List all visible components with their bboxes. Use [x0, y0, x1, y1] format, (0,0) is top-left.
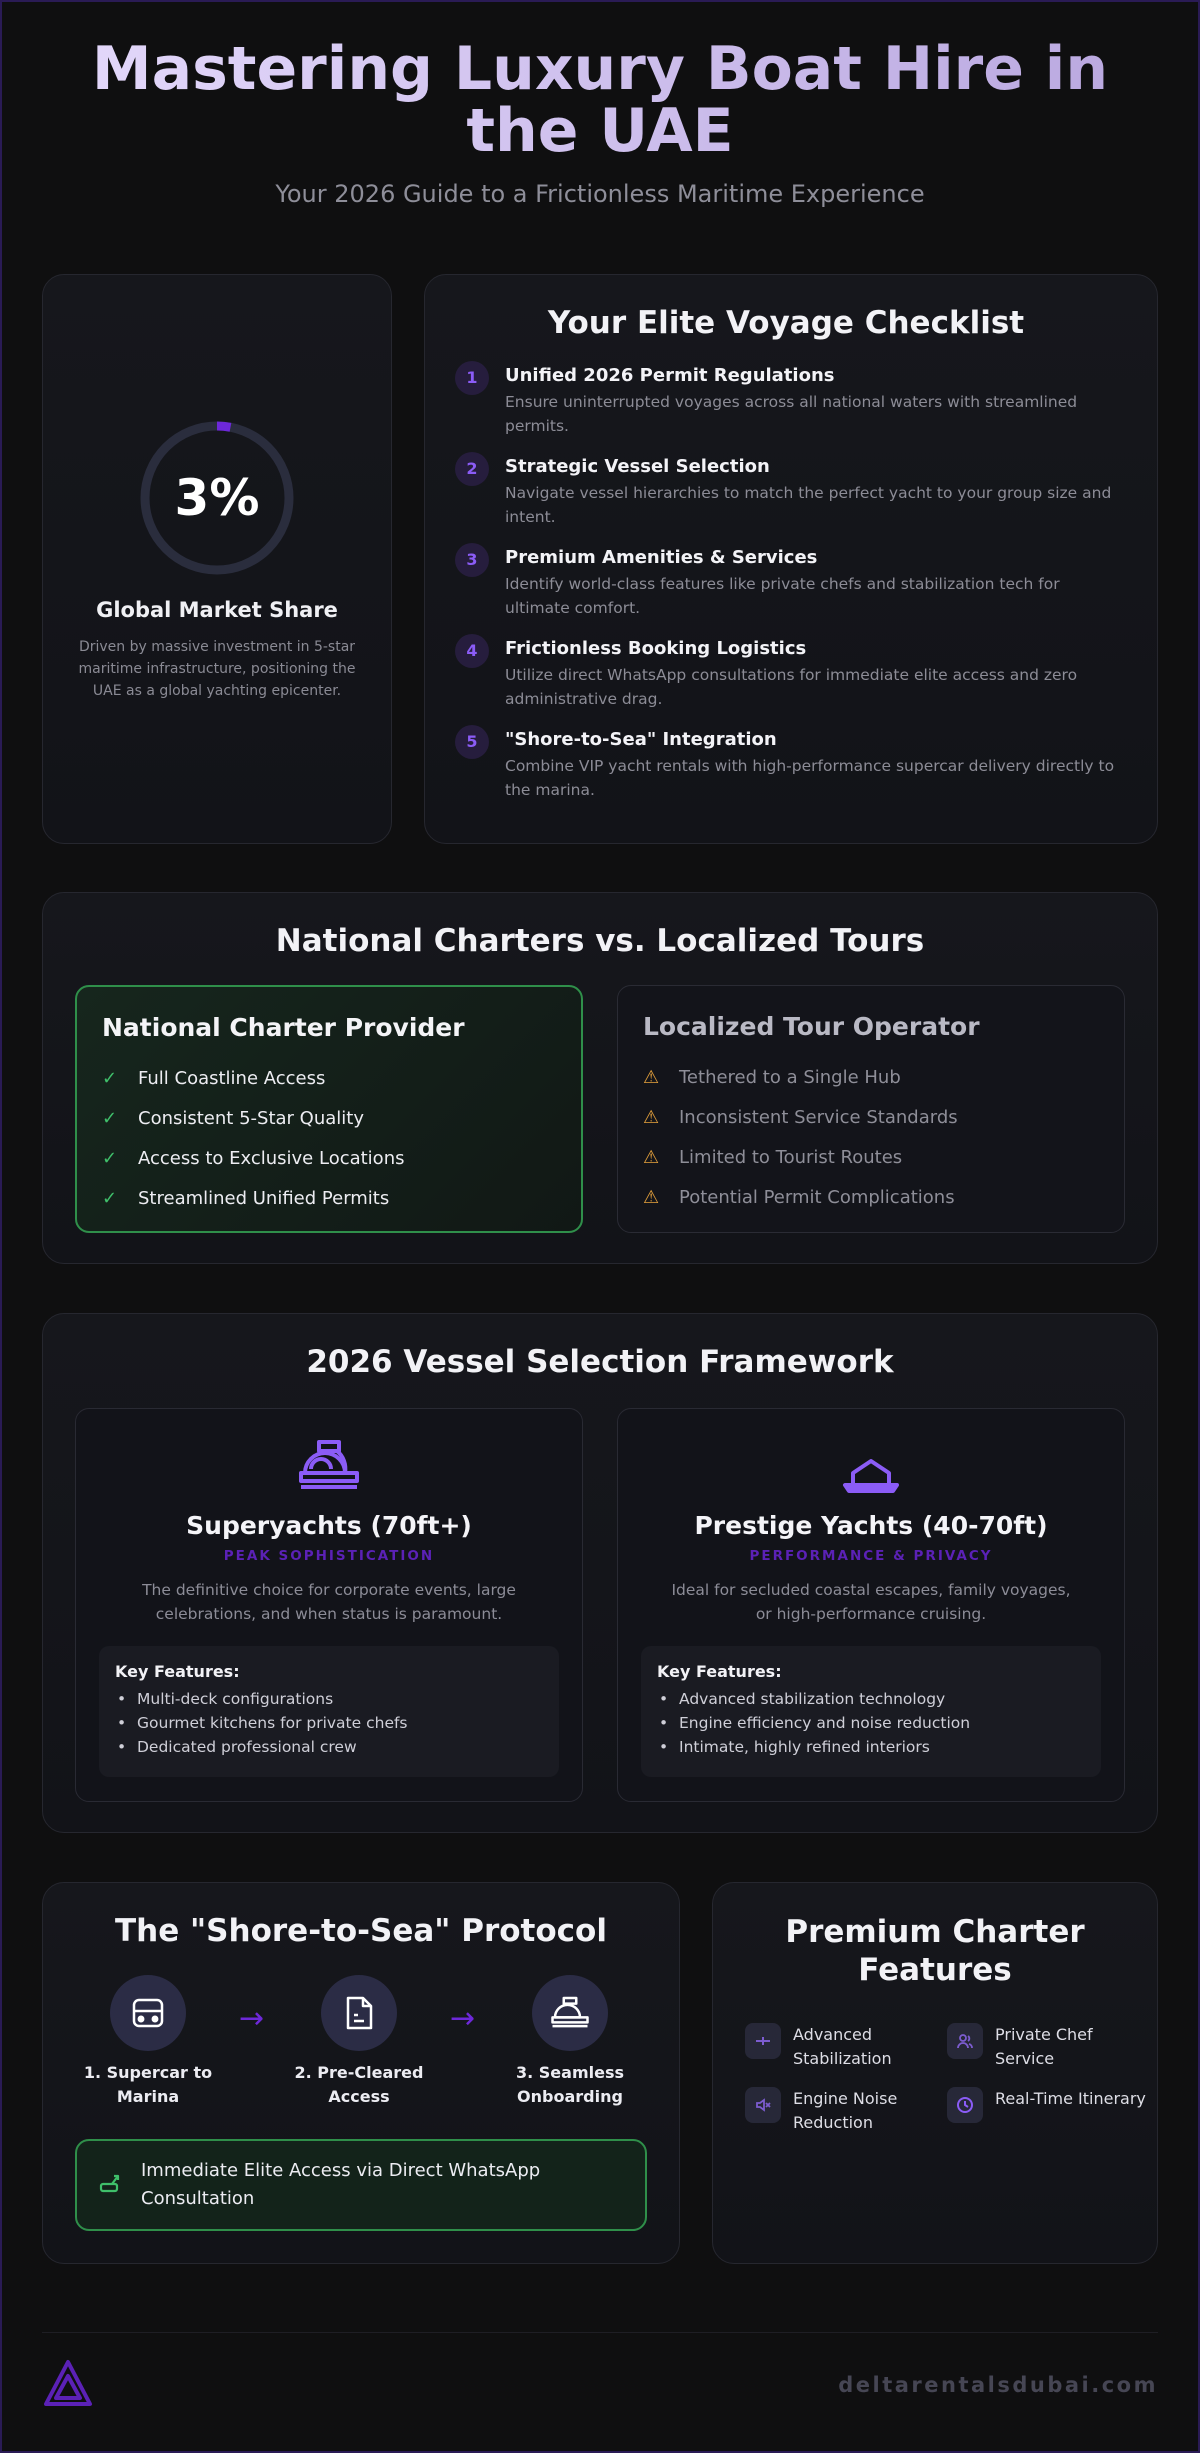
- checklist-item-desc: Identify world-class features like private chefs and stabilization tech for ultimate comfort.: [505, 575, 1060, 617]
- checklist-item-desc: Utilize direct WhatsApp consultations for immediate elite access and zero administrative drag.: [505, 666, 1078, 708]
- checklist-number: 3: [455, 543, 489, 577]
- market-share-ring: [139, 420, 295, 576]
- premium-feature: [947, 2087, 1147, 2123]
- national-row: [102, 1098, 556, 1138]
- stabilization-icon: [745, 2023, 781, 2059]
- footer-divider: [42, 2332, 1158, 2333]
- check-icon: ✓: [102, 1107, 118, 1129]
- checklist-title: Your Elite Voyage Checklist: [547, 305, 1025, 341]
- checklist-item-title: Frictionless Booking Logistics: [505, 638, 807, 659]
- vessel-feature: • Multi-deck configurations: [115, 1687, 543, 1711]
- local-row: [643, 1057, 1099, 1097]
- vessel-features-title: Key Features:: [657, 1662, 782, 1681]
- premium-feature: [947, 2023, 1147, 2071]
- vessel-desc: Ideal for secluded coastal escapes, family voyages, or high-performance cruising.: [671, 1581, 1071, 1623]
- market-share-value: 3%: [174, 469, 260, 527]
- checklist-number: 1: [455, 361, 489, 395]
- ship-icon: [532, 1975, 608, 2051]
- local-row-label: Inconsistent Service Standards: [679, 1106, 958, 1128]
- car-icon: [110, 1975, 186, 2051]
- whatsapp-consultation-banner[interactable]: [75, 2139, 647, 2231]
- local-row: [643, 1097, 1099, 1137]
- national-row-label: Consistent 5-Star Quality: [138, 1107, 364, 1129]
- checklist-item-desc: Navigate vessel hierarchies to match the perfect yacht to your group size and intent.: [505, 484, 1112, 526]
- premium-features-card: [712, 1882, 1158, 2264]
- premium-feature: [745, 2023, 945, 2071]
- check-icon: ✓: [102, 1147, 118, 1169]
- premium-feature-label: Advanced Stabilization: [793, 2025, 892, 2068]
- local-row: [643, 1137, 1099, 1177]
- vessel-title: Superyachts (70ft+): [186, 1511, 472, 1540]
- market-share-label: Global Market Share: [96, 598, 338, 622]
- protocol-step-label: 2. Pre-Cleared Access: [294, 2063, 424, 2106]
- checklist-number: 5: [455, 725, 489, 759]
- local-tour-box: [617, 985, 1125, 1233]
- comparison-title: National Charters vs. Localized Tours: [275, 923, 925, 959]
- comparison-card: [42, 892, 1158, 1264]
- check-icon: ✓: [102, 1187, 118, 1209]
- checklist-item-title: "Shore-to-Sea" Integration: [505, 729, 777, 750]
- framework-title: 2026 Vessel Selection Framework: [306, 1344, 894, 1380]
- protocol-step: [264, 1975, 454, 2109]
- national-charter-title: National Charter Provider: [102, 1013, 465, 1042]
- vessel-card-prestige: [617, 1408, 1125, 1802]
- warning-icon: ⚠: [643, 1066, 660, 1088]
- national-row: [102, 1058, 556, 1098]
- premium-feature-label: Private Chef Service: [995, 2025, 1093, 2068]
- vessel-tag: PERFORMANCE & PRIVACY: [749, 1548, 993, 1564]
- vessel-feature: • Intimate, highly refined interiors: [657, 1735, 1085, 1759]
- market-share-description: Driven by massive investment in 5-star maritime infrastructure, positioning the UAE as a global yachting epicenter.: [78, 639, 356, 699]
- ship-icon: [76, 1439, 582, 1493]
- checklist-item-desc: Combine VIP yacht rentals with high-performance supercar delivery directly to the marina.: [505, 757, 1115, 799]
- national-row: [102, 1178, 556, 1218]
- checklist-item: [455, 638, 1117, 711]
- premium-feature-label: Engine Noise Reduction: [793, 2089, 898, 2132]
- warning-icon: ⚠: [643, 1186, 660, 1208]
- market-share-card: [42, 274, 392, 844]
- vessel-tag: PEAK SOPHISTICATION: [223, 1548, 435, 1564]
- warning-icon: ⚠: [643, 1146, 660, 1168]
- vessel-features-box: [99, 1646, 559, 1777]
- protocol-step: [475, 1975, 665, 2109]
- checklist-item-title: Strategic Vessel Selection: [505, 456, 770, 477]
- local-tour-title: Localized Tour Operator: [643, 1012, 980, 1041]
- check-icon: ✓: [102, 1067, 118, 1089]
- vessel-features-box: [641, 1646, 1101, 1777]
- checklist-item: [455, 456, 1117, 529]
- checklist-number: 2: [455, 452, 489, 486]
- protocol-card: [42, 1882, 680, 2264]
- premium-title: Premium Charter Features: [785, 1914, 1085, 1988]
- delta-logo-icon: [42, 2358, 94, 2412]
- checklist-item: [455, 729, 1117, 802]
- sailboat-icon: [618, 1439, 1124, 1493]
- protocol-title: The "Shore-to-Sea" Protocol: [115, 1913, 607, 1949]
- arrow-right-icon: →: [239, 2001, 265, 2036]
- checklist-item: [455, 365, 1117, 438]
- vessel-feature: • Gourmet kitchens for private chefs: [115, 1711, 543, 1735]
- premium-feature: [745, 2087, 945, 2135]
- whatsapp-icon: [99, 2171, 123, 2199]
- checklist-item-title: Premium Amenities & Services: [505, 547, 818, 568]
- vessel-title: Prestige Yachts (40-70ft): [694, 1511, 1048, 1540]
- checklist-item-title: Unified 2026 Permit Regulations: [505, 365, 835, 386]
- premium-feature-label: Real-Time Itinerary: [995, 2089, 1146, 2108]
- vessel-feature: • Advanced stabilization technology: [657, 1687, 1085, 1711]
- checklist-item: [455, 547, 1117, 620]
- document-icon: [321, 1975, 397, 2051]
- national-charter-box: [75, 985, 583, 1233]
- vessel-framework-card: [42, 1313, 1158, 1833]
- protocol-step: [53, 1975, 243, 2109]
- national-row: [102, 1138, 556, 1178]
- clock-icon: [947, 2087, 983, 2123]
- national-row-label: Full Coastline Access: [138, 1067, 326, 1089]
- protocol-step-label: 3. Seamless Onboarding: [515, 2063, 624, 2106]
- vessel-features-title: Key Features:: [115, 1662, 240, 1681]
- vessel-feature: • Dedicated professional crew: [115, 1735, 543, 1759]
- checklist-item-desc: Ensure uninterrupted voyages across all national waters with streamlined permits.: [505, 393, 1078, 435]
- checklist-number: 4: [455, 634, 489, 668]
- footer-website[interactable]: deltarentalsdubai.com: [838, 2373, 1158, 2397]
- local-row-label: Limited to Tourist Routes: [679, 1146, 903, 1168]
- local-row-label: Potential Permit Complications: [679, 1186, 955, 1208]
- warning-icon: ⚠: [643, 1106, 660, 1128]
- arrow-right-icon: →: [450, 2001, 476, 2036]
- vessel-card-superyacht: [75, 1408, 583, 1802]
- whatsapp-consultation-text: Immediate Elite Access via Direct WhatsApp Consultation: [141, 2160, 541, 2209]
- local-row: [643, 1177, 1099, 1217]
- local-row-label: Tethered to a Single Hub: [679, 1066, 901, 1088]
- vessel-feature: • Engine efficiency and noise reduction: [657, 1711, 1085, 1735]
- page-title: Mastering Luxury Boat Hire in the UAE: [40, 38, 1160, 162]
- header: [0, 0, 1200, 208]
- speaker-muted-icon: [745, 2087, 781, 2123]
- vessel-desc: The definitive choice for corporate events, large celebrations, and when status is paramount.: [142, 1581, 516, 1623]
- chef-icon: [947, 2023, 983, 2059]
- national-row-label: Access to Exclusive Locations: [138, 1147, 405, 1169]
- national-row-label: Streamlined Unified Permits: [138, 1187, 390, 1209]
- checklist-card: [424, 274, 1158, 844]
- protocol-step-label: 1. Supercar to Marina: [83, 2063, 213, 2106]
- page-subtitle: Your 2026 Guide to a Frictionless Maritime Experience: [275, 180, 925, 208]
